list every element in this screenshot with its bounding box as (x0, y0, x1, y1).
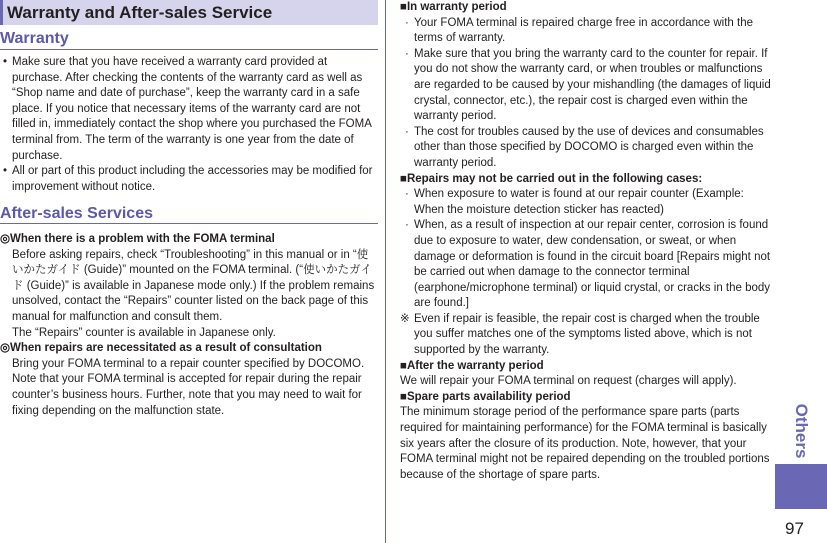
spare-parts-body: The minimum storage period of the performance spare parts (parts required for maintaining performance) for the FOMA terminal is basically six years after the closure of its production. Note, however, that your FOMA terminal might not be repaired depending on the troubled portions because of the shortage of spare parts. (400, 406, 770, 481)
warranty-heading: Warranty (0, 30, 378, 50)
warranty-bullet: • Make sure that you have received a warranty card provided at purchase. After checking the contents of the warranty card as well as “Shop name and date of purchase”, keep the warranty card in a safe place. If you notice that necessary items of the warranty card are not filled in, immediately contact the shop where you purchased the FOMA terminal from. The term of the warranty is one year from the date of purchase. (0, 55, 378, 164)
not-carried-list (400, 187, 772, 312)
chapter-title: Warranty and After-sales Service (7, 3, 273, 22)
not-carried-title: ■Repairs may not be carried out in the following cases: (400, 172, 703, 185)
right-content (400, 0, 772, 483)
spare-parts-title: ■Spare parts availability period (400, 390, 571, 403)
note-mark-icon: ※ (400, 312, 410, 325)
in-warranty-item: · The cost for troubles caused by the use of devices and consumables other than those specified by DOCOMO is charged even within the warranty period. (400, 125, 772, 172)
in-warranty-title: ■In warranty period (400, 1, 507, 13)
warranty-list (0, 55, 378, 195)
page-number: 97 (785, 519, 804, 538)
column-divider (385, 0, 386, 543)
repairs-title: ◎When repairs are necessitated as a result of consultation (0, 342, 322, 355)
note-text: Even if repair is feasible, the repair cost is charged when the trouble you suffer matches one of the symptoms listed above, which is not supported by the warranty. (414, 312, 760, 357)
repairs-body: Bring your FOMA terminal to a repair counter specified by DOCOMO. Note that your FOMA terminal is accepted for repair during the repair counter’s business hours. Further, note that you may need to wait for fixing depending on the malfunction state. (12, 357, 365, 417)
warranty-bullet: • All or part of this product including the accessories may be modified for improvement without notice. (0, 164, 378, 195)
not-carried-item: · When exposure to water is found at our repair counter (Example: When the moisture detection sticker has reacted) (400, 187, 772, 218)
problem-body-2: The “Repairs” counter is available in Japanese only. (12, 326, 276, 339)
section-side-label (781, 398, 821, 464)
after-sales-section (0, 232, 378, 419)
chapter-header (0, 0, 378, 25)
after-warranty-body: We will repair your FOMA terminal on request (charges will apply). (400, 375, 737, 388)
in-warranty-item: · Your FOMA terminal is repaired charge free in accordance with the terms of warranty. (400, 16, 772, 47)
in-warranty-item: · Make sure that you bring the warranty card to the counter for repair. If you do not show the warranty card, or when troubles or malfunctions are regarded to be caused by your mishandling (the damages of liquid crystal, connector, etc.), the repair cost is charged even within the warranty period. (400, 47, 772, 125)
problem-title: ◎When there is a problem with the FOMA terminal (0, 233, 275, 245)
warranty-section (0, 55, 378, 195)
repair-note (400, 312, 772, 359)
problem-body: Before asking repairs, check “Troubleshooting” in this manual or in “使いかたガイド (Guide)” mounted on the FOMA terminal. (“使いかたガイド (Guide)” is available in Japanese mode only.) If the problem remains unsolved, contact the “Repairs” counter listed on the back page of this manual for malfunction and consult them. (12, 248, 375, 323)
section-tab (775, 464, 827, 509)
section-label-text: Others (792, 403, 811, 459)
after-warranty-title: ■After the warranty period (400, 359, 544, 372)
in-warranty-list (400, 16, 772, 172)
after-sales-heading: After-sales Services (0, 206, 378, 224)
not-carried-item: · When, as a result of inspection at our repair center, corrosion is found due to exposure to water, dew condensation, or sweat, or when damage or deformation is found in the circuit board [Repairs might not be carried out when damage to the connector terminal (earphone/microphone terminal) or liquid crystal, or cracks in the body are found.] (400, 218, 772, 312)
